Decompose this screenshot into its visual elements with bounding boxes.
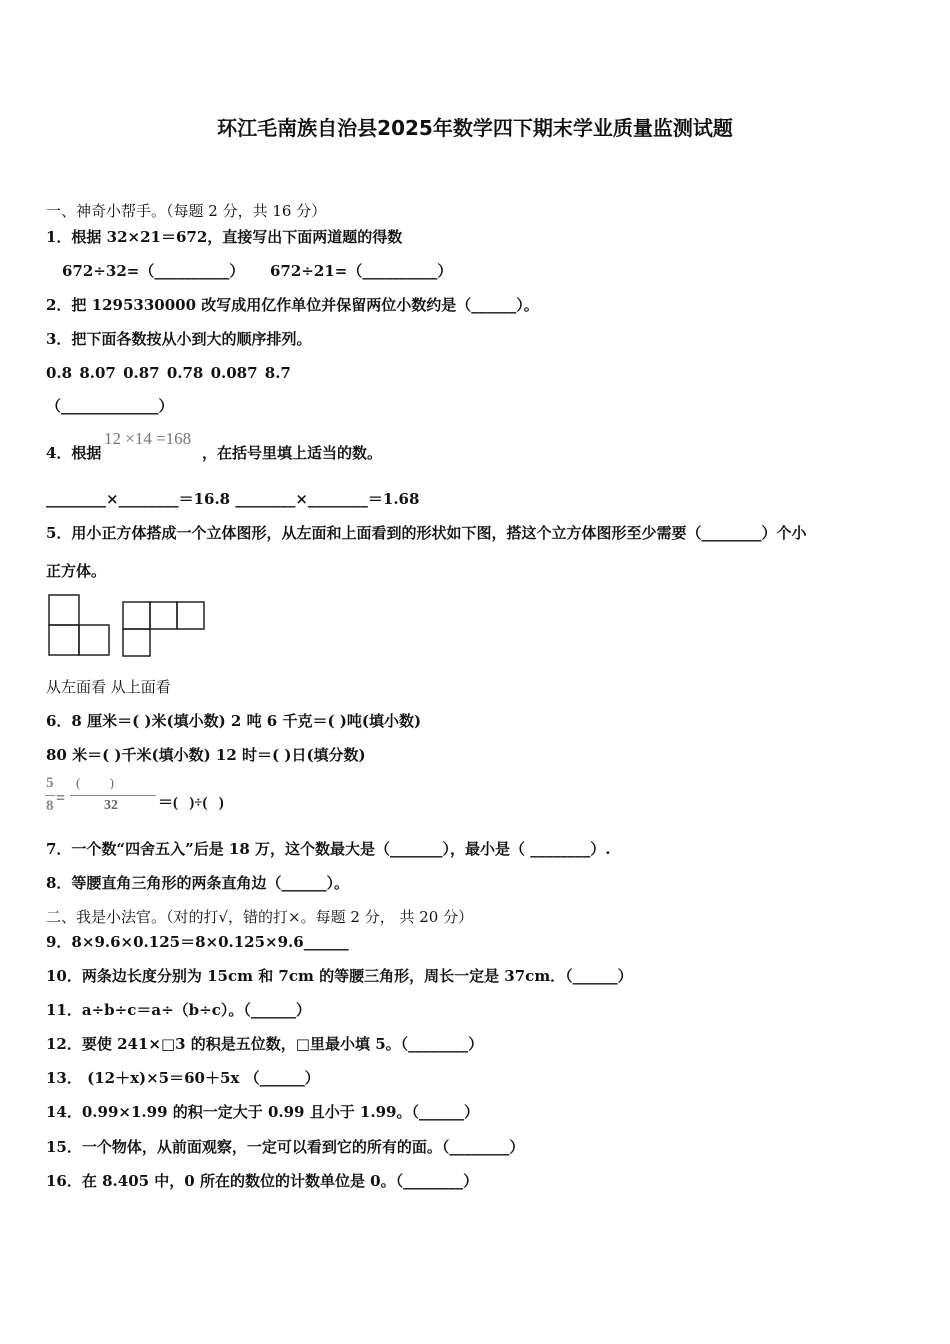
question-14: 14．0.99×1.99 的积一定大于 0.99 且小于 1.99。（______） [46, 1103, 479, 1121]
question-4-formula: 12 ×14 =168 [104, 429, 192, 448]
left-view-square [49, 625, 79, 655]
question-1-part-b: 672÷21=（__________） [270, 262, 453, 280]
question-2: 2．把 1295330000 改写成用亿作单位并保留两位小数约是（______）。 [46, 296, 539, 314]
question-4-lead: 4．根据 [46, 444, 102, 462]
left-view-square [49, 595, 79, 625]
question-16: 16．在 8.405 中，0 所在的数位的计数单位是 0。（________） [46, 1172, 479, 1190]
fraction-bar [45, 795, 55, 796]
question-1: 1．根据 32×21＝672，直接写出下面两道题的得数 [46, 228, 403, 246]
question-7: 7．一个数“四舍五入”后是 18 万，这个数最大是（_______），最小是（ ________）. [46, 840, 611, 858]
question-12: 12．要使 241×□3 的积是五位数，□里最小填 5。（________） [46, 1035, 484, 1053]
fraction-numerator: 5 [46, 775, 54, 791]
question-4-blanks: ________×________＝16.8 ________×________＝1.68 [46, 490, 420, 508]
left-view-square [79, 625, 109, 655]
question-9: 9．8×9.6×0.125＝8×0.125×9.6______ [46, 933, 349, 951]
question-4-text: ，在括号里填上适当的数。 [202, 444, 383, 462]
question-3-answer-blank: （_____________） [46, 397, 174, 415]
question-3-numbers: 0.8 8.07 0.87 0.78 0.087 8.7 [46, 364, 291, 382]
question-6: 6．8 厘米＝( )米(填小数) 2 吨 6 千克＝( )吨(填小数) [46, 712, 422, 730]
fraction-denominator: 8 [46, 798, 54, 814]
page-title: 环江毛南族自治县2025年数学四下期末学业质量监测试题 [217, 116, 733, 140]
top-view-square [177, 602, 204, 629]
question-5: 5．用小正方体搭成一个立体图形，从左面和上面看到的形状如下图，搭这个立方体图形至少需要（________）个小 [46, 524, 807, 542]
top-view-squares [123, 602, 204, 656]
fraction-equals: = [56, 790, 66, 807]
blank-fraction-bar [70, 795, 156, 796]
question-8: 8．等腰直角三角形的两条直角边（______）。 [46, 874, 349, 892]
division-blanks: ＝( )÷( ) [158, 795, 224, 811]
question-3: 3．把下面各数按从小到大的顺序排列。 [46, 330, 312, 348]
question-6-line-2: 80 米＝( )千米(填小数) 12 时＝( )日(填分数) [46, 746, 366, 764]
question-15: 15．一个物体，从前面观察，一定可以看到它的所有的面。（________） [46, 1138, 525, 1156]
section-2-heading: 二、我是小法官。（对的打√，错的打×。每题 2 分， 共 20 分） [46, 908, 474, 926]
question-5-continued: 正方体。 [46, 562, 107, 580]
top-view-square [150, 602, 177, 629]
question-5-views-figure [46, 592, 211, 660]
blank-denominator: 32 [104, 798, 118, 813]
blank-numerator: ( ) [76, 775, 114, 790]
question-13: 13． (12＋x)×5＝60＋5x （______） [46, 1069, 320, 1087]
question-1-part-a: 672÷32=（__________） [62, 262, 245, 280]
question-11: 11．a÷b÷c＝a÷（b÷c）。（______） [46, 1001, 311, 1019]
question-5-view-captions: 从左面看 从上面看 [46, 678, 171, 696]
section-1-heading: 一、神奇小帮手。（每题 2 分，共 16 分） [46, 202, 327, 220]
top-view-square [123, 602, 150, 629]
left-view-squares [49, 595, 109, 655]
question-10: 10．两条边长度分别为 15cm 和 7cm 的等腰三角形，周长一定是 37cm．（______） [46, 967, 633, 985]
top-view-square [123, 629, 150, 656]
